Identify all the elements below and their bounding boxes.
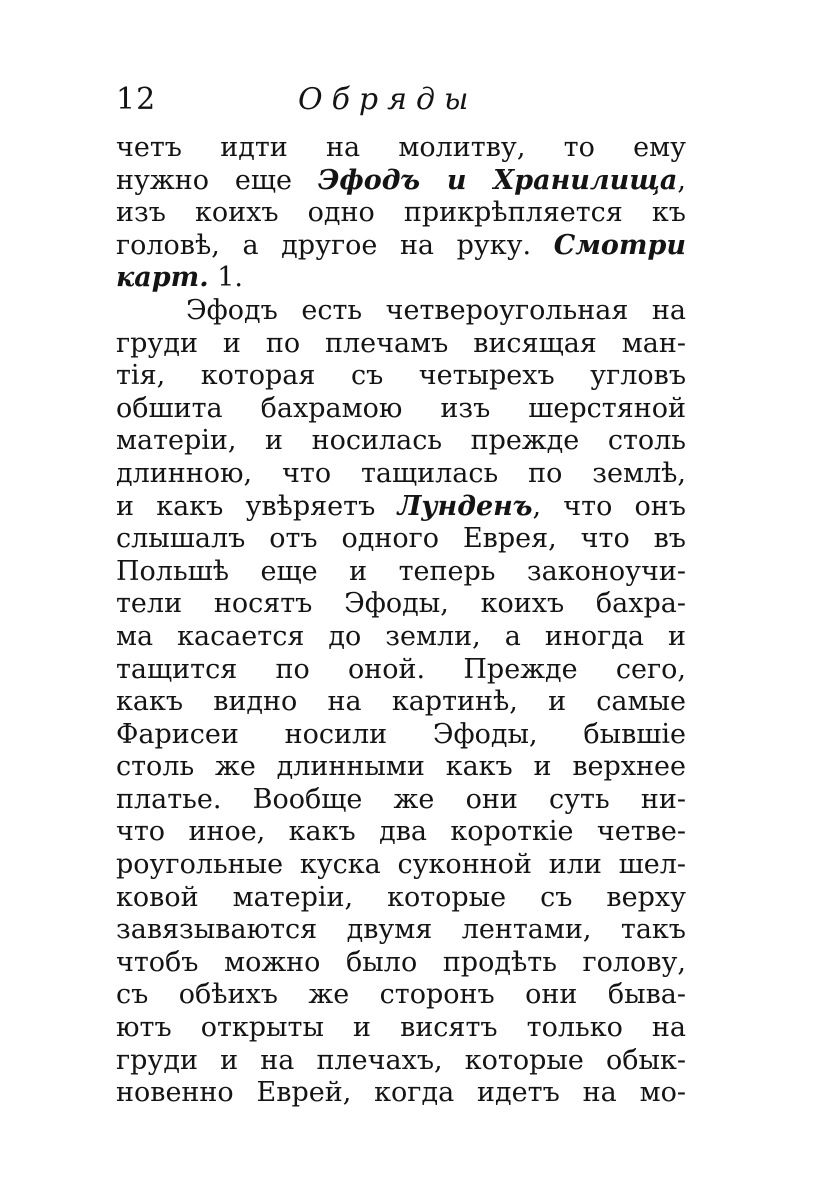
- text-segment: новенно Еврей, когда идетъ на мо-: [116, 1077, 686, 1109]
- text-line: [116, 849, 686, 882]
- body-text: [116, 132, 686, 1110]
- text-line: [116, 328, 686, 361]
- text-segment: Польшѣ еще и теперь законоучи-: [116, 555, 686, 587]
- text-segment: что иное, какъ два короткіе четве-: [116, 816, 686, 848]
- text-line: [116, 588, 686, 621]
- text-line: [116, 295, 686, 328]
- text-segment: Фарисеи носили Эфоды, бывшіе: [116, 718, 686, 750]
- text-segment: тащится по оной. Прежде сего,: [116, 653, 686, 685]
- text-line: [116, 393, 686, 426]
- text-segment: какъ видно на картинѣ, и самые: [116, 686, 686, 718]
- running-head: [116, 82, 696, 122]
- page-number: 12: [116, 82, 157, 117]
- text-segment: тели носятъ Эфоды, коихъ бахра-: [116, 588, 686, 620]
- text-line: [116, 458, 686, 491]
- text-line: [116, 262, 686, 295]
- text-line: [116, 491, 686, 524]
- text-line: [116, 914, 686, 947]
- text-segment: съ обѣихъ же сторонъ они быва-: [116, 979, 686, 1011]
- italic-phrase: Лунденъ: [397, 490, 533, 522]
- text-line: [116, 1012, 686, 1045]
- text-segment: столь же длинными какъ и верхнее: [116, 751, 686, 783]
- text-segment: роугольные куска суконной или шел-: [116, 849, 686, 881]
- text-segment: ютъ открыты и висятъ только на: [116, 1012, 686, 1044]
- text-line: [116, 425, 686, 458]
- text-line: [116, 654, 686, 687]
- text-segment: обшита бахрамою изъ шерстяной: [116, 392, 686, 424]
- text-line: [116, 1045, 686, 1078]
- text-segment: изъ коихъ одно прикрѣпляется къ: [116, 197, 686, 229]
- text-line: [116, 784, 686, 817]
- text-segment: Эфодъ есть четвероугольная на: [186, 294, 686, 326]
- text-segment: нужно еще: [116, 164, 318, 196]
- text-line: [116, 621, 686, 654]
- text-segment: чтобъ можно было продѣть голову,: [116, 946, 686, 978]
- text-line: [116, 686, 686, 719]
- text-segment: длинною, что тащилась по землѣ,: [116, 457, 686, 489]
- italic-phrase: Смотри: [553, 229, 686, 261]
- text-segment: платье. Вообще же они суть ни-: [116, 783, 686, 815]
- text-line: [116, 979, 686, 1012]
- text-segment: четъ идти на молитву, то ему: [116, 132, 686, 163]
- text-segment: груди и по плечамъ висящая ман-: [116, 327, 686, 359]
- text-segment: ма касается до земли, а иногда и: [116, 620, 686, 652]
- text-line: [116, 132, 686, 165]
- text-line: [116, 360, 686, 393]
- text-line: [116, 197, 686, 230]
- text-line: [116, 556, 686, 589]
- text-line: [116, 1077, 686, 1110]
- running-title: Обряды: [298, 82, 478, 117]
- text-segment: матеріи, и носилась прежде столь: [116, 425, 686, 457]
- text-line: [116, 230, 686, 263]
- text-segment: 1.: [208, 262, 243, 294]
- text-segment: тія, которая съ четырехъ угловъ: [116, 360, 686, 392]
- text-line: [116, 816, 686, 849]
- text-segment: , что онъ: [532, 490, 686, 522]
- text-segment: слышалъ отъ одного Еврея, что въ: [116, 523, 686, 555]
- text-segment: груди и на плечахъ, которые обык-: [116, 1044, 686, 1076]
- text-line: [116, 719, 686, 752]
- text-segment: ,: [677, 164, 686, 196]
- text-line: [116, 751, 686, 784]
- text-line: [116, 947, 686, 980]
- italic-phrase: карт.: [116, 262, 209, 294]
- text-line: [116, 165, 686, 198]
- text-segment: и какъ увѣряетъ: [116, 490, 398, 522]
- text-segment: завязываются двумя лентами, такъ: [116, 914, 686, 946]
- text-segment: ковой матеріи, которые съ верху: [116, 881, 686, 913]
- text-line: [116, 882, 686, 915]
- text-segment: головѣ, а другое на руку.: [116, 229, 554, 261]
- text-line: [116, 523, 686, 556]
- italic-phrase: Эфодъ и Хранилища: [317, 164, 678, 196]
